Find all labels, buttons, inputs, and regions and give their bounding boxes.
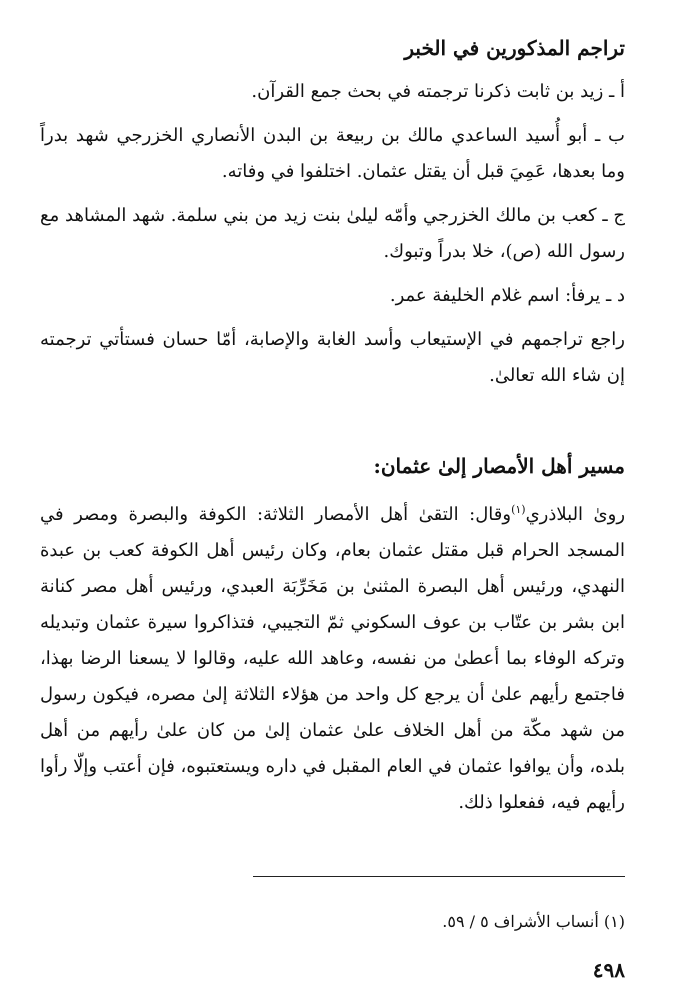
march-paragraph [40,492,625,821]
footnote: (١) أنساب الأشراف ٥ / ٥٩. [442,912,625,931]
entry-yarfa: د ـ يرفأ: اسم غلام الخليفة عمر. [389,285,625,306]
march-text-rest: وقال: التقىٰ أهل الأمصار الثلاثة: الكوفة والبصرة ومصر في المسجد الحرام قبل مقتل عثمان بعام، وكان رئيس أهل الكوفة كعب بن عبدة النهدي، ورئيس أهل البصرة المثنىٰ بن مَخَرِّبَة العبدي، ورئيس أهل مصر كنانة ابن بشر بن عتّاب بن عوف السكوني ثمّ التجيبي، فتذاكروا سيرة عثمان وتبديله وتركه الوفاء بما أعطىٰ من نفسه، وعاهد الله عليه، وقالوا لا يسعنا الرضا بهذا، فاجتمع رأيهم علىٰ أن يرجع كل واحد من هؤلاء الثلاثة إلىٰ مصره، فيكون رسول من شهد مكّة من أهل الخلاف علىٰ عثمان إلىٰ من كان علىٰ رأيهم من أهل بلده، وأن يوافوا عثمان في العام المقبل في داره ويستعتبوه، فإن أعتب وإلّا رأوا رأيهم فيه، ففعلوا ذلك. [40,504,626,813]
footnote-divider [253,876,625,877]
entry-references: راجع تراجمهم في الإستيعاب وأسد الغابة والإصابة، أمّا حسان فستأتي ترجمته إن شاء الله تعالىٰ. [40,329,625,386]
section-title-march: مسير أهل الأمصار إلىٰ عثمان: [373,454,625,478]
march-text-start: روىٰ البلاذري [525,504,626,525]
section-march [40,448,625,821]
entry-kaab: ج ـ كعب بن مالك الخزرجي وأمّه ليلىٰ بنت زيد من بني سلمة. شهد المشاهد مع رسول الله (ص)، خلا بدراً وتبوك. [40,205,626,262]
entry-abu-usaid: ب ـ أبو أُسيد الساعدي مالك بن ربيعة بن البدن الأنصاري الخزرجي شهد بدراً وما بعدها، عَمِيَ قبل أن يقتل عثمان. اختلفوا في وفاته. [40,125,625,182]
section-title-biographies: تراجم المذكورين في الخبر [404,36,625,60]
entry-zaid: أ ـ زيد بن ثابت ذكرنا ترجمته في بحث جمع القرآن. [251,81,625,102]
page-number: ٤٩٨ [592,958,625,982]
footnote-marker: (١) [511,503,526,516]
document-page [40,30,626,982]
section-biographies [40,30,625,394]
